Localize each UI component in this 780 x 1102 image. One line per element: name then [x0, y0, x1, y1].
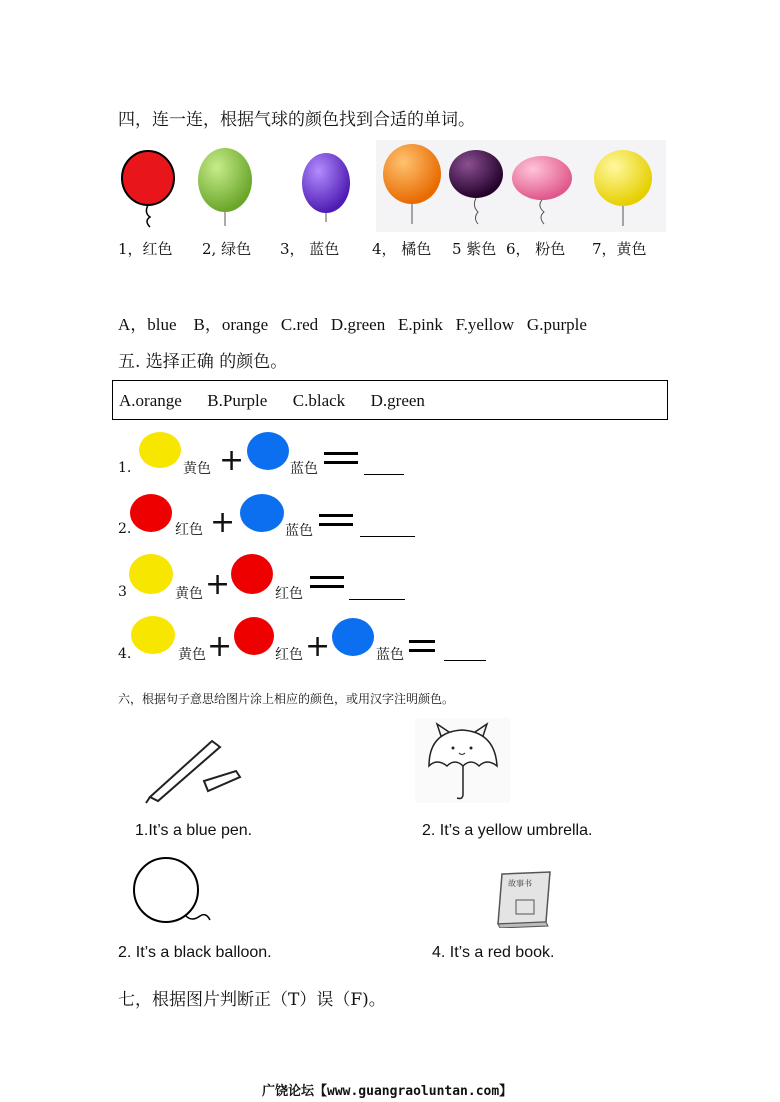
sentence-1: 1.It’s a blue pen. — [135, 822, 253, 839]
balloon-label-7: 7，黄色 — [592, 240, 647, 258]
q2-color-2: 蓝色 — [285, 523, 313, 539]
plus-icon: + — [207, 629, 233, 664]
blue-dot-icon — [240, 494, 284, 532]
balloons-illustration — [110, 138, 670, 238]
pen-icon — [142, 735, 252, 805]
q3-number: 3 — [118, 584, 127, 600]
balloon-label-6: 6， 粉色 — [506, 240, 566, 258]
red-dot-icon — [231, 554, 273, 594]
section-5-title: 五. 选择正确 的颜色。 — [118, 352, 288, 372]
plus-icon: + — [210, 505, 236, 540]
q4-answer-blank[interactable] — [444, 660, 486, 661]
sentence-3: 2. It’s a black balloon. — [118, 944, 272, 961]
balloon-outline-icon — [128, 852, 218, 934]
q4-number: 4. — [118, 646, 132, 662]
yellow-dot-icon — [139, 432, 181, 468]
q4-color-1: 黄色 — [178, 647, 206, 663]
yellow-dot-icon — [131, 616, 175, 654]
balloon-label-1: 1，红色 — [118, 240, 173, 258]
q1-answer-blank[interactable] — [364, 474, 404, 475]
umbrella-icon — [415, 718, 510, 803]
book-cover-text: 故事书 — [508, 879, 532, 888]
q3-answer-blank[interactable] — [349, 599, 405, 600]
equals-icon — [324, 452, 358, 464]
equals-icon — [310, 576, 344, 588]
q1-color-1: 黄色 — [183, 461, 211, 477]
balloon-red-icon — [122, 151, 174, 227]
balloon-label-2: 2, 绿色 — [202, 240, 252, 258]
q1-number: 1. — [118, 460, 132, 476]
section-4-title: 四，连一连，根据气球的颜色找到合适的单词。 — [118, 110, 475, 130]
red-dot-icon — [130, 494, 172, 532]
yellow-dot-icon — [129, 554, 173, 594]
sentence-2: 2. It’s a yellow umbrella. — [422, 822, 593, 839]
red-dot-icon — [234, 617, 274, 655]
blue-dot-icon — [332, 618, 374, 656]
q1-color-2: 蓝色 — [290, 461, 318, 477]
section-7-title: 七，根据图片判断正（T）误（F)。 — [118, 990, 386, 1010]
balloon-label-5: 5 紫色 — [452, 240, 497, 258]
equals-icon — [319, 514, 353, 526]
footer-text: 广饶论坛【www.guangraoluntan.com】 — [262, 1084, 513, 1099]
color-choices-box — [112, 380, 668, 420]
equals-icon — [409, 640, 435, 652]
q2-number: 2. — [118, 521, 132, 537]
word-options-line: A，blue B，orange C.red D.green E.pink F.yellow G.purple — [118, 315, 587, 334]
balloon-green-icon — [198, 148, 252, 226]
sentence-4: 4. It’s a red book. — [432, 944, 555, 961]
q4-color-3: 蓝色 — [376, 647, 404, 663]
section-6-title: 六，根据句子意思给图片涂上相应的颜色，或用汉字注明颜色。 — [118, 692, 455, 706]
q4-color-2: 红色 — [275, 647, 303, 663]
balloon-violet-icon — [302, 153, 350, 222]
balloon-label-3: 3， 蓝色 — [280, 240, 340, 258]
q3-color-1: 黄色 — [175, 586, 203, 602]
plus-icon: + — [219, 443, 245, 478]
balloon-label-4: 4， 橘色 — [372, 240, 432, 258]
color-choices: A.orange B.Purple C.black D.green — [119, 391, 425, 410]
blue-dot-icon — [247, 432, 289, 470]
q3-color-2: 红色 — [275, 586, 303, 602]
plus-icon: + — [305, 629, 331, 664]
q2-color-1: 红色 — [175, 522, 203, 538]
book-icon — [494, 868, 556, 928]
q2-answer-blank[interactable] — [360, 536, 415, 537]
plus-icon: + — [205, 567, 231, 602]
